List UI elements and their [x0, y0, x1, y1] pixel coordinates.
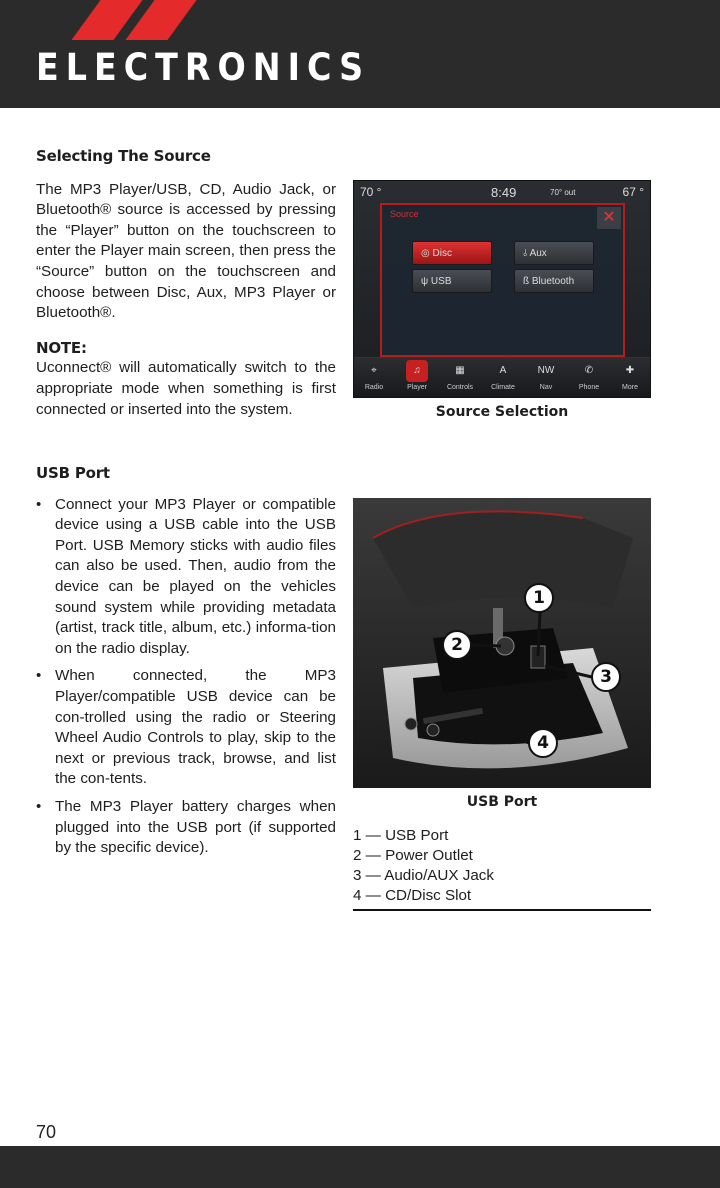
- note-label: NOTE:: [36, 338, 87, 357]
- touchscreen-figure: [353, 180, 651, 398]
- dialog-title: Source: [390, 209, 419, 219]
- usb-button[interactable]: ψ USB: [412, 269, 492, 293]
- bluetooth-button[interactable]: ß Bluetooth: [514, 269, 594, 293]
- nav-radio[interactable]: ⌖ Radio: [356, 360, 392, 391]
- usb-port-photo: [353, 498, 651, 788]
- legend-item: 2 — Power Outlet: [353, 847, 473, 864]
- outside-temp: 70° out: [550, 188, 576, 197]
- note-body: Uconnect® will automatically switch to the appropriate mode when something is first connected or inserted into the system.: [36, 359, 336, 418]
- nav-phone[interactable]: ✆ Phone: [571, 360, 607, 391]
- disc-button[interactable]: ◎ Disc: [412, 241, 492, 265]
- close-icon[interactable]: ✕: [597, 207, 621, 229]
- aux-button[interactable]: ⫰ Aux: [514, 241, 594, 265]
- list-item: • The MP3 Player battery charges when plugged into the USB port (if supported by the specific device).: [36, 797, 336, 859]
- figure-legend: [353, 826, 651, 906]
- driver-temp: 70 °: [360, 185, 382, 199]
- phone-icon: ✆: [584, 365, 594, 376]
- figure-caption: Source Selection: [435, 404, 569, 420]
- section-heading: Selecting The Source: [36, 147, 211, 165]
- disc-icon: ◎: [421, 248, 433, 259]
- radio-icon: ⌖: [371, 365, 377, 376]
- section-usb-port: [36, 463, 336, 866]
- section-selecting-source: [36, 146, 336, 420]
- legend-item: 1 — USB Port: [353, 827, 449, 844]
- nav-nav[interactable]: NW Nav: [528, 360, 564, 391]
- legend-item: 3 — Audio/AUX Jack: [353, 867, 494, 884]
- section-heading: USB Port: [36, 464, 110, 482]
- callout-1: 1: [524, 583, 554, 613]
- callout-4: 4: [528, 728, 558, 758]
- callout-2: 2: [442, 630, 472, 660]
- nav-player[interactable]: ♫ Player: [399, 360, 435, 391]
- nav-more[interactable]: ✚ More: [612, 360, 648, 391]
- bullet-list: [36, 495, 336, 859]
- climate-icon: A: [499, 365, 507, 376]
- figure-caption: USB Port: [466, 794, 538, 810]
- player-icon: ♫: [406, 360, 428, 382]
- divider: [353, 909, 651, 911]
- aux-jack-icon: ⫰: [523, 248, 530, 259]
- bottom-nav-bar: [354, 357, 650, 397]
- passenger-temp: 67 °: [622, 185, 644, 199]
- page-header: [0, 0, 720, 108]
- more-icon: ✚: [625, 365, 635, 376]
- section-body: The MP3 Player/USB, CD, Audio Jack, or Bluetooth® source is accessed by pressing the “Player” button on the touchscreen to enter the Player main screen, then press the “Source” button on the touchscreen and choose between Disc, Aux, MP3 Player or Bluetooth®.: [36, 180, 336, 322]
- page-footer: [0, 1146, 720, 1188]
- status-bar: [354, 181, 650, 203]
- usb-icon: ψ: [421, 276, 431, 287]
- page-number: 70: [36, 1122, 57, 1142]
- clock: 8:49: [491, 185, 517, 200]
- source-dialog: [380, 203, 625, 357]
- list-item: • When connected, the MP3 Player/compatible USB device can be con-trolled using the radio or Steering Wheel Audio Controls to play, skip to the next or previous track, browse, and list the con-tents.: [36, 666, 336, 790]
- list-item: • Connect your MP3 Player or compatible device using a USB cable into the USB Port. USB Memory sticks with audio files can also be used. Then, audio from the device can be played on the vehicles sound system while providing metadata (artist, track title, album, etc.) informa-tion on the radio display.: [36, 495, 336, 660]
- legend-item: 4 — CD/Disc Slot: [353, 887, 472, 904]
- compass-icon: NW: [537, 365, 555, 376]
- chapter-title: ELECTRONICS: [36, 46, 371, 89]
- nav-controls[interactable]: ▦ Controls: [442, 360, 478, 391]
- bluetooth-icon: ß: [523, 276, 532, 287]
- callout-3: 3: [591, 662, 621, 692]
- nav-climate[interactable]: A Climate: [485, 360, 521, 391]
- console-illustration: [353, 498, 651, 788]
- controls-icon: ▦: [455, 365, 465, 376]
